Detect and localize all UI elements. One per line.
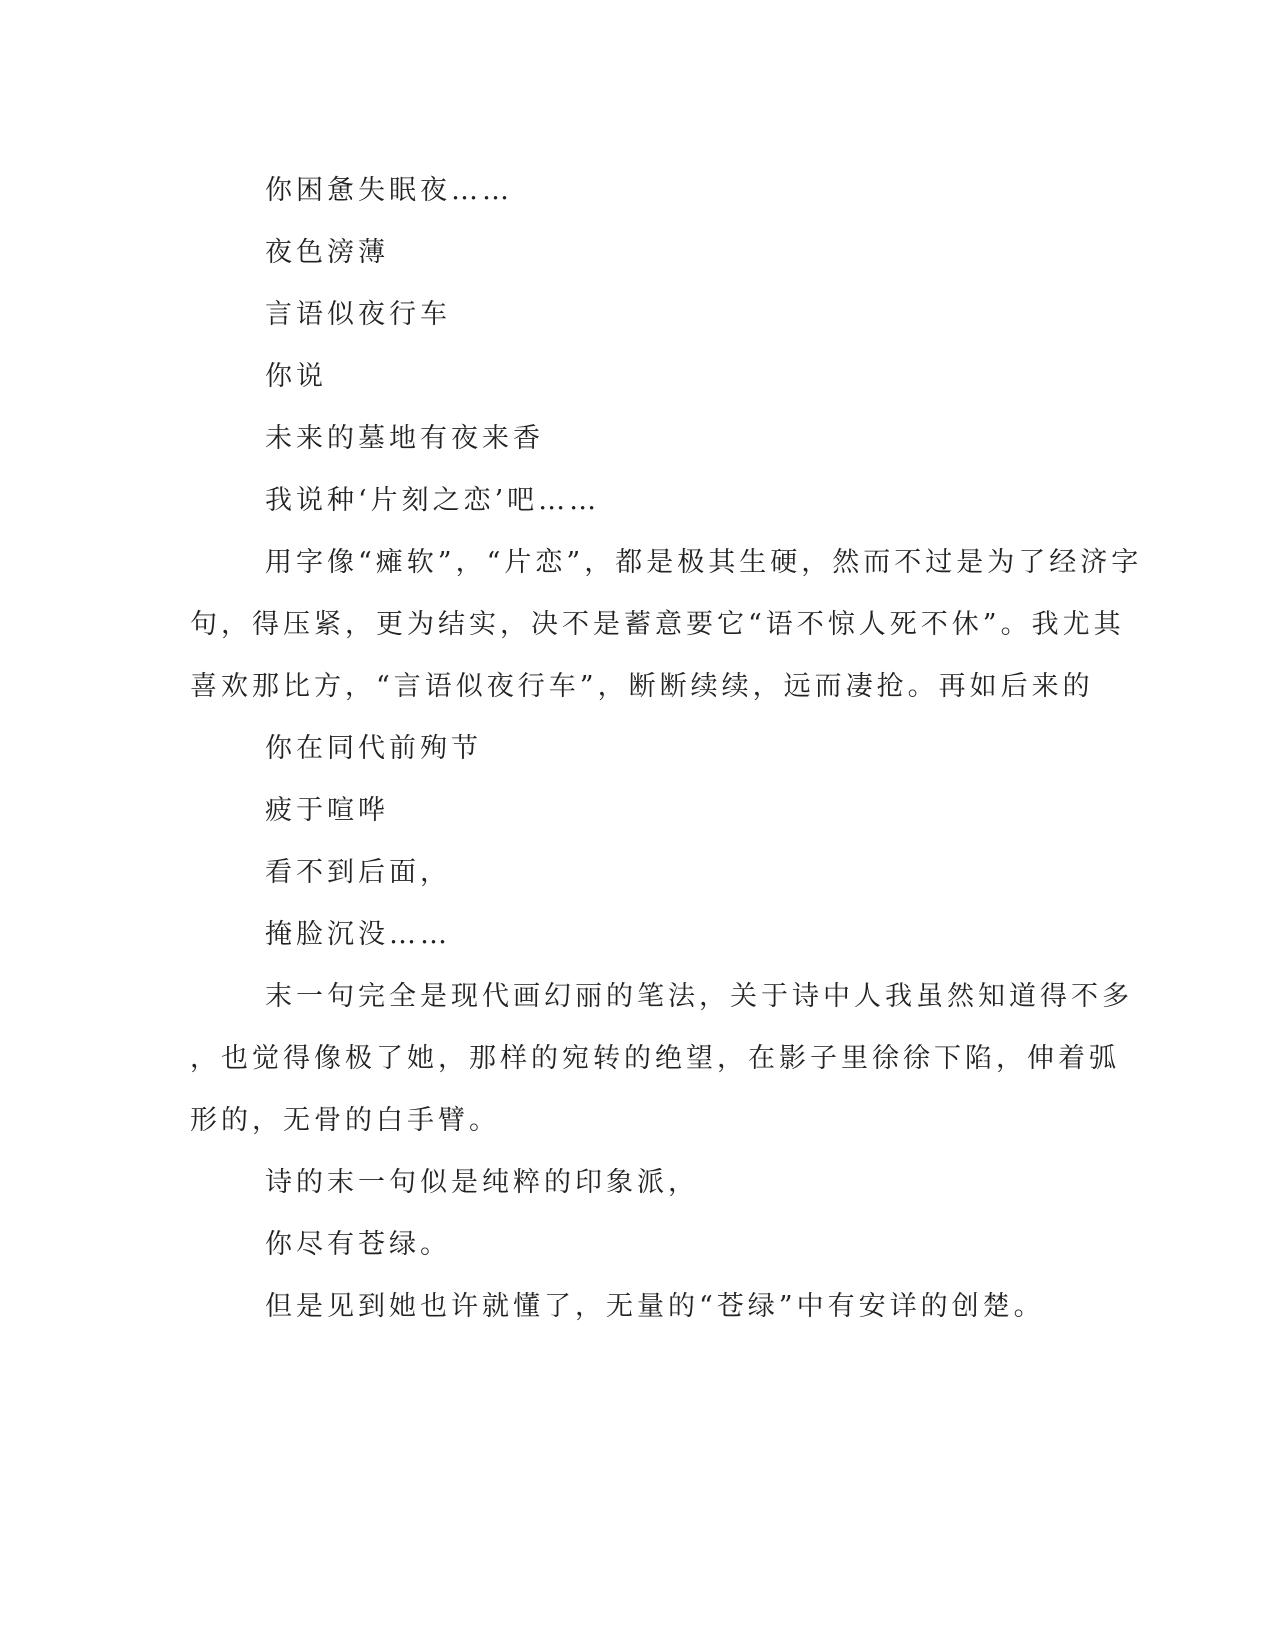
paragraph-line: 句，得压紧，更为结实，决不是蓄意要它“语不惊人死不休”。我尤其	[190, 609, 1125, 640]
poem-line: 未来的墓地有夜来香	[265, 423, 544, 454]
paragraph-line: 末一句完全是现代画幻丽的笔法，关于诗中人我虽然知道得不多	[265, 981, 1133, 1012]
poem-line: 我说种‘片刻之恋’吧……	[265, 485, 601, 516]
paragraph-line: 但是见到她也许就懂了，无量的“苍绿”中有安详的创楚。	[265, 1291, 1045, 1322]
poem-line: 言语似夜行车	[265, 299, 451, 330]
poem-line: 疲于喧哗	[265, 795, 389, 826]
paragraph-line: ，也觉得像极了她，那样的宛转的绝望，在影子里徐徐下陷，伸着弧	[190, 1043, 1120, 1074]
poem-line: 掩脸沉没……	[265, 919, 451, 950]
paragraph-line: 用字像“瘫软”，“片恋”，都是极其生硬，然而不过是为了经济字	[265, 547, 1143, 578]
poem-line: 你尽有苍绿。	[265, 1229, 451, 1260]
document-body	[190, 160, 1143, 1338]
paragraph-line: 诗的末一句似是纯粹的印象派，	[265, 1167, 699, 1198]
poem-line: 你说	[265, 361, 327, 392]
paragraph-line: 形的，无骨的白手臂。	[190, 1105, 500, 1136]
poem-line: 看不到后面，	[265, 857, 451, 888]
poem-line: 你困惫失眠夜……	[265, 175, 513, 206]
paragraph-line: 喜欢那比方，“言语似夜行车”，断断续续，远而凄抢。再如后来的	[190, 671, 1094, 702]
poem-line: 你在同代前殉节	[265, 733, 482, 764]
poem-line: 夜色滂薄	[265, 237, 389, 268]
